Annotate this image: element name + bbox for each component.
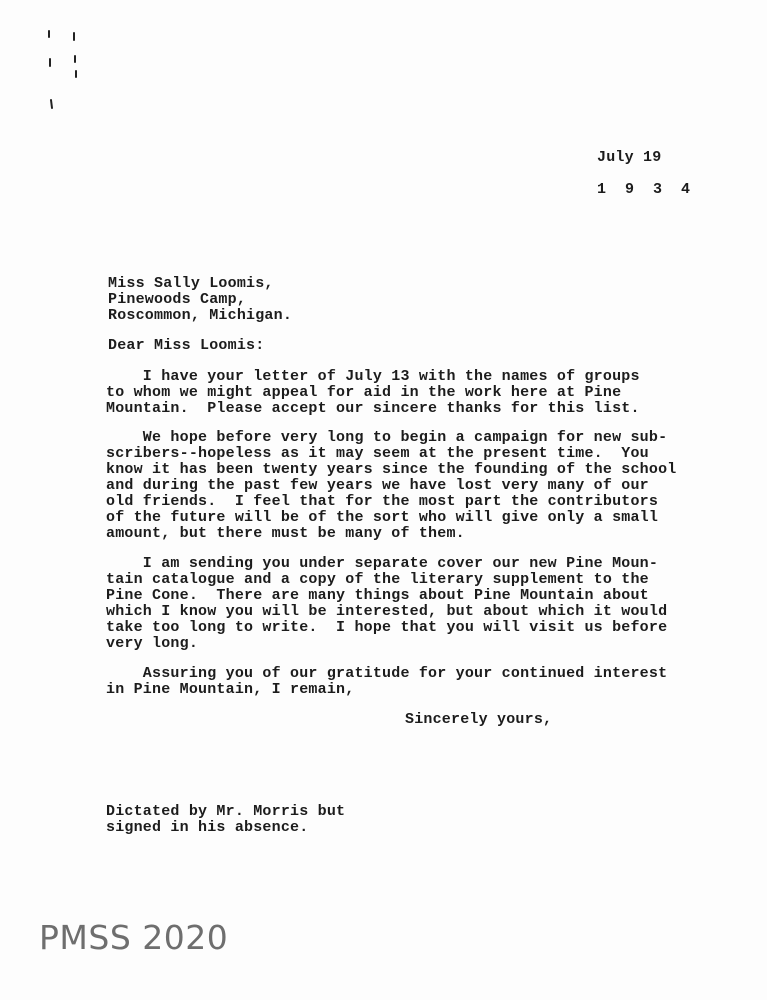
paragraph-1-line: Mountain. Please accept our sincere thanks for this list. bbox=[106, 400, 640, 417]
paragraph-2-line: of the future will be of the sort who will give only a small bbox=[106, 509, 659, 526]
closing: Sincerely yours, bbox=[405, 711, 553, 728]
letter-date: July 19 bbox=[597, 149, 662, 166]
paragraph-2-line: scribers--hopeless as it may seem at the present time. You bbox=[106, 445, 649, 462]
paragraph-2-line: old friends. I feel that for the most part the contributors bbox=[106, 493, 659, 510]
recipient-name: Miss Sally Loomis, bbox=[108, 275, 274, 292]
recipient-camp: Pinewoods Camp, bbox=[108, 291, 247, 308]
paragraph-2-line: amount, but there must be many of them. bbox=[106, 525, 465, 542]
paragraph-2-line: know it has been twenty years since the founding of the school bbox=[106, 461, 677, 478]
paragraph-3-line: tain catalogue and a copy of the literary supplement to the bbox=[106, 571, 649, 588]
paragraph-2-line: and during the past few years we have lost very many of our bbox=[106, 477, 649, 494]
punch-hole-marks bbox=[40, 26, 90, 116]
dictation-note-line: Dictated by Mr. Morris but bbox=[106, 803, 346, 820]
archive-watermark: PMSS 2020 bbox=[39, 918, 229, 957]
paragraph-2-line: We hope before very long to begin a campaign for new sub- bbox=[106, 429, 668, 446]
letter-year: 1 9 3 4 bbox=[597, 181, 696, 198]
paragraph-1-line: to whom we might appeal for aid in the work here at Pine bbox=[106, 384, 622, 401]
paragraph-3-line: which I know you will be interested, but about which it would bbox=[106, 603, 668, 620]
paragraph-3-line: very long. bbox=[106, 635, 199, 652]
paragraph-1-line: I have your letter of July 13 with the names of groups bbox=[106, 368, 640, 385]
salutation: Dear Miss Loomis: bbox=[108, 337, 265, 354]
recipient-city: Roscommon, Michigan. bbox=[108, 307, 293, 324]
paragraph-4-line: Assuring you of our gratitude for your continued interest bbox=[106, 665, 668, 682]
paragraph-4-line: in Pine Mountain, I remain, bbox=[106, 681, 355, 698]
paragraph-3-line: Pine Cone. There are many things about Pine Mountain about bbox=[106, 587, 649, 604]
dictation-note-line: signed in his absence. bbox=[106, 819, 309, 836]
paragraph-3-line: I am sending you under separate cover our new Pine Moun- bbox=[106, 555, 659, 572]
paragraph-3-line: take too long to write. I hope that you will visit us before bbox=[106, 619, 668, 636]
